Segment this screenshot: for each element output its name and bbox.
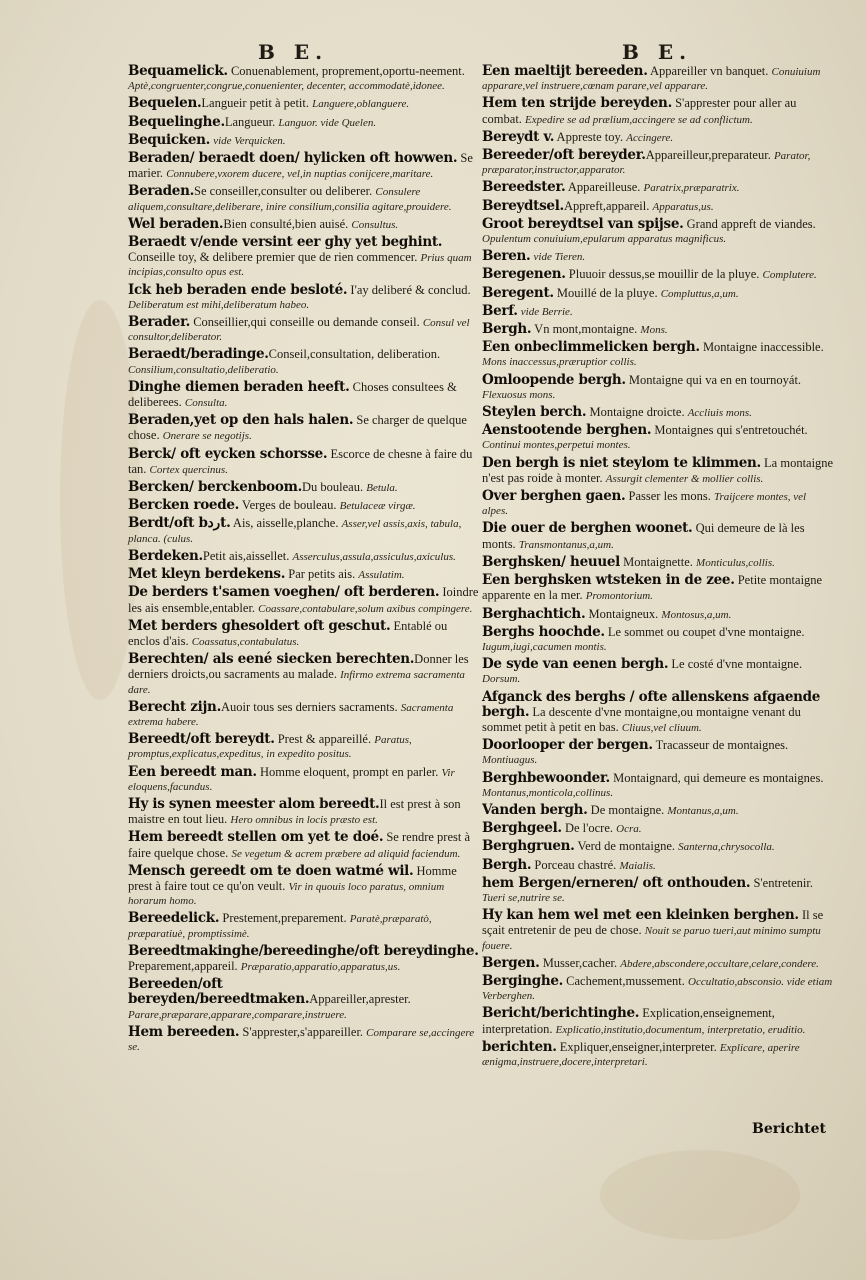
entry-latin: Asserculus,assula,assiculus,axiculus. [292,550,456,563]
entry-headword: Den bergh is niet steylom te klimmen. [482,454,761,471]
entry-latin: Maialis. [619,859,656,872]
entry-latin: Coassatus,contabulatus. [191,635,300,648]
dictionary-entry [128,619,480,649]
entry-headword: Beraden,yet op den hals halen. [128,412,354,429]
entry-french: Se marier. [128,151,473,181]
entry-latin: Consulere aliquem,consultare,deliberare, inire consilium,consilia agitare,prouidere. [128,186,452,213]
entry-latin: Aptè,congruenter,congrue,conuenienter, decenter, accommodatè,idonee. [128,80,445,93]
entry-headword: Bereydt v. [482,128,555,145]
dictionary-entry [128,732,480,761]
entry-french: Verges de bouleau. [239,498,340,513]
entry-french: Prest & appareillé. [274,732,375,747]
dictionary-entry [128,700,480,729]
entry-french: Grand appreft de viandes. [683,216,816,231]
dictionary-entry [128,1025,480,1054]
entry-french: Appareiller vn banquet. [647,64,772,78]
entry-headword: Over berghen gaen. [482,488,626,505]
entry-french: De montaigne. [587,802,668,817]
entry-headword: Hem ten strijde bereyden. [482,95,672,112]
entry-headword: Berghs hoochde. [482,623,605,640]
entry-headword: Bergh. [482,856,532,873]
entry-headword: Bereedster. [482,179,566,196]
entry-latin: Complutere. [762,269,817,282]
entry-headword: Groot bereydtsel van spijse. [482,215,684,232]
entry-latin: Mons inaccessus,præruptior collis. [482,356,637,369]
entry-french: Ais, aisselle,planche. [230,516,342,531]
entry-latin: Consul vel consultor,deliberator. [128,317,470,344]
dictionary-entry [482,249,834,264]
entry-latin: Montiuagus. [482,754,538,767]
entry-french: Escorce de chesne à faire du tan. [128,446,473,476]
dictionary-entry [482,456,834,486]
entry-french: Qui demeure de là les monts. [482,521,805,551]
entry-french: Conseillier,qui conseille ou demande conseil. [190,315,423,330]
entry-french: Appreste toy. [554,129,627,144]
entry-french: Preparement,appareil. [128,958,241,973]
entry-french: De l'ocre. [561,821,617,836]
entry-french: Appareilleur,preparateur. [645,148,774,163]
dictionary-entry [482,489,834,518]
dictionary-entry [128,235,480,280]
entry-headword: Bergh. [482,321,532,338]
entry-french: Le costé d'vne montaigne. [668,657,803,672]
dictionary-entry [482,217,834,246]
left-column [128,64,480,1057]
entry-latin: Explicatio,institutio,documentum, interpretatio, eruditio. [555,1023,806,1036]
entry-french: Donner les derniers droicts,ou sacraments au malade. [128,652,469,682]
entry-french: La montaigne n'est pas roide à monter. [482,455,834,485]
dictionary-entry [482,839,834,854]
entry-latin: Vir in quouis loco paratus, omnium horarum homo. [128,880,445,908]
dictionary-entry [482,625,834,654]
entry-latin: Se vegetum & acrem præbere ad aliquid faciendum. [231,847,461,860]
dictionary-entry [482,657,834,686]
entry-latin: Promontorium. [585,590,653,603]
dictionary-entry [482,180,834,195]
entry-latin: Expedire se ad prælium,accingere se ad conflictum. [525,113,753,126]
entry-latin: Conuiuium apparare,vel instruere,cœnam parare,vel apparare. [482,66,821,93]
dictionary-entry [128,133,480,148]
dictionary-entry [128,151,480,181]
entry-french: Tracasseur de montaignes. [652,738,789,753]
dictionary-entry [128,347,480,376]
dictionary-entry [482,199,834,214]
entry-headword: Doorlooper der bergen. [482,737,653,754]
entry-latin: Flexuosus mons. [482,388,556,401]
entry-headword: Bercken roede. [128,497,240,514]
dictionary-entry [128,567,480,582]
entry-latin: Monticulus,collis. [696,556,775,569]
entry-french: Homme eloquent, prompt en parler. [256,764,442,779]
entry-headword: Een berghsken wtsteken in de zee. [482,572,735,589]
entry-latin: Paratrix,præparatrix. [643,182,740,195]
entry-headword: Hy is synen meester alom bereedt. [128,795,380,812]
entry-headword: Bereydtsel. [482,197,564,214]
entry-headword: Berader. [128,314,191,331]
entry-headword: Mensch gereedt om te doen watmé wil. [128,862,414,879]
entry-headword: Bereeder/oft bereyder. [482,147,646,164]
entry-headword: hem Bergen/erneren/ oft onthouden. [482,874,751,891]
entry-headword: Hy kan hem wel met een kleinken berghen. [482,907,799,924]
entry-latin: Transmontanus,a,um. [518,538,614,551]
entry-latin: Montosus,a,um. [661,608,732,621]
entry-french: Conseille toy, & delibere premier que de rien commencer. [128,250,421,265]
dictionary-entry [482,148,834,177]
entry-headword: Berghgeel. [482,820,562,837]
dictionary-entry [482,423,834,452]
entry-latin: Parare,præparare,apparare,comparare,instruere. [128,1008,347,1021]
entry-headword: Beren. [482,248,531,265]
entry-headword: Bereeden/oft bereyden/bereedtmaken. [128,976,310,1008]
entry-latin: Assulatim. [358,569,405,582]
entry-latin: Onerare se negotijs. [162,430,252,443]
entry-headword: Berghachtich. [482,605,586,622]
dictionary-entry [482,304,834,319]
entry-latin: Cliuus,vel cliuum. [621,721,702,734]
right-column [482,64,834,1072]
dictionary-entry [128,498,480,513]
entry-headword: Berecht zijn. [128,698,221,715]
entry-headword: Afganck des berghs / ofte allenskens afgaende bergh. [482,688,821,720]
dictionary-entry [128,283,480,312]
entry-french: Cachement,mussement. [563,973,689,988]
entry-headword: Met berders ghesoldert oft geschut. [128,617,391,634]
entry-latin: vide Tieren. [533,251,586,264]
entry-french: Conseil,consultation, deliberation. [268,347,441,362]
entry-headword: Berck/ oft eycken schorsse. [128,445,328,462]
dictionary-entry [482,555,834,570]
entry-french: Montaigne droicte. [586,405,688,420]
dictionary-entry [482,803,834,818]
entry-french: Il est prest à son maistre en tout lieu. [128,796,461,827]
dictionary-entry [128,652,480,697]
entry-latin: Parator, præparator,instructor,apparator. [482,150,811,177]
entry-latin: Infirmo extrema sacramenta dare. [128,669,465,696]
entry-french: Auoir tous ses derniers sacraments. [220,699,401,714]
right-column-header: B E. [622,40,693,64]
entry-latin: Mons. [640,324,668,337]
entry-latin: Opulentum conuiuium,epularum apparatus magnificus. [482,233,727,246]
entry-french: Explication,enseignement, interpretation. [482,1006,775,1036]
entry-headword: Bereedtmakinghe/bereedinghe/oft bereydinghe. [128,942,479,959]
entry-french: Mouillé de la pluye. [553,285,661,300]
dictionary-entry [482,286,834,301]
entry-latin: Connubere,vxorem ducere, vel,in nuptias conijcere,maritare. [166,168,434,181]
dictionary-entry [482,340,834,369]
entry-french: Prestement,preparement. [219,911,350,926]
entry-headword: Hem bereeden. [128,1023,240,1040]
dictionary-entry [128,64,480,93]
entry-latin: Præparatio,apparatio,apparatus,us. [240,960,401,973]
entry-french: Entablé ou enclos d'ais. [128,618,448,648]
dictionary-entry [128,944,480,974]
entry-headword: Berghbewoonder. [482,769,610,786]
entry-headword: Berdeken. [128,547,203,564]
entry-french: Conuenablement, proprement,oportu-neement. [227,64,465,78]
entry-french: Par petits ais. [285,567,359,582]
entry-headword: Die ouer de berghen woonet. [482,520,693,537]
left-column-header: B E. [258,40,329,64]
dictionary-entry [482,908,834,953]
dictionary-entry [128,217,480,232]
entry-headword: Vanden bergh. [482,801,588,818]
entry-french: Ioindre les ais ensemble,entabler. [128,585,479,615]
dictionary-entry [482,738,834,767]
entry-french: Il se sçait entretenir de peu de chose. [482,908,824,938]
entry-headword: De syde van eenen bergh. [482,656,669,673]
entry-french: Vn mont,montaigne. [531,322,641,337]
dictionary-entry [128,516,480,545]
entry-latin: Dorsum. [482,673,521,686]
dictionary-entry [482,1006,834,1036]
entry-headword: Beraden/ beraedt doen/ hylicken oft howwen. [128,150,458,167]
entry-french: Montaignette. [620,554,697,569]
catchword: Berichtet [752,1121,826,1137]
dictionary-entry [482,130,834,145]
entry-latin: vide Verquicken. [213,134,286,147]
entry-latin: Santerna,chrysocolla. [678,841,775,854]
dictionary-entry [482,821,834,836]
entry-headword: Berf. [482,302,518,319]
entry-headword: Een maeltijt bereeden. [482,63,648,79]
dictionary-entry [482,690,834,736]
paper-stain [600,1150,800,1240]
dictionary-entry [128,830,480,860]
entry-latin: Montanus,a,um. [667,804,739,817]
entry-french: Petit ais,aissellet. [202,548,293,563]
entry-french: S'apprester,s'appareiller. [239,1024,367,1039]
entry-latin: Abdere,abscondere,occultare,celare,condere. [620,957,819,970]
entry-headword: Bereedelick. [128,910,220,927]
entry-latin: Ocra. [616,823,642,836]
entry-latin: Sacramenta extrema habere. [128,701,454,728]
dictionary-entry [128,184,480,213]
entry-latin: Cortex quercinus. [149,463,228,476]
entry-latin: Asser,vel assis,axis, tabula, planca. (culus. [128,518,462,545]
entry-headword: Berginghe. [482,972,564,989]
dictionary-entry [128,96,480,111]
entry-french: Bien consulté,bien auisé. [223,216,352,231]
dictionary-entry [128,765,480,794]
entry-headword: Aenstootende berghen. [482,422,652,439]
entry-headword: Bericht/berichtinghe. [482,1005,640,1022]
entry-headword: Berechten/ als eené siecken berechten. [128,651,415,668]
entry-latin: Traijcere montes, vel alpes. [482,491,807,518]
entry-french: Appareiller,aprester. [309,992,411,1007]
entry-headword: Bequelen. [128,95,202,112]
entry-headword: Berghgruen. [482,838,575,855]
entry-french: Langueir petit à petit. [201,96,313,111]
dictionary-entry [128,797,480,827]
entry-headword: Bercken/ berckenboom. [128,479,302,496]
dictionary-entry [128,480,480,495]
entry-latin: Betula. [366,482,398,495]
dictionary-entry [482,974,834,1003]
entry-headword: Omloopende bergh. [482,371,626,388]
entry-headword: Steylen berch. [482,404,587,421]
entry-headword: Wel beraden. [128,215,224,232]
dictionary-entry [482,876,834,905]
dictionary-entry [128,977,480,1022]
entry-headword: Een onbeclimmelicken bergh. [482,339,700,356]
entry-latin: Compluttus,a,um. [660,287,739,300]
entry-headword: Bequicken. [128,131,211,148]
entry-latin: Montanus,monticola,collinus. [482,786,614,799]
entry-french: Choses consultees & deliberees. [128,379,457,410]
entry-latin: Languor. vide Quelen. [278,116,377,129]
entry-headword: Bequelinghe. [128,113,225,130]
dictionary-entry [482,322,834,337]
entry-french: Homme prest à faire tout ce qu'on veult. [128,863,457,893]
entry-headword: Met kleyn berdekens. [128,566,286,583]
entry-french: S'apprester pour aller au combat. [482,96,797,126]
entry-latin: Languere,oblanguere. [312,98,410,111]
dictionary-entry [482,1040,834,1069]
entry-french: Montaigne inaccessible. [699,340,824,355]
entry-latin: vide Berrie. [520,305,573,318]
dictionary-entry [128,315,480,344]
entry-french: Porceau chastré. [531,857,620,872]
entry-french: Se charger de quelque chose. [128,413,467,443]
dictionary-entry [128,447,480,477]
entry-latin: Iugum,iugi,cacumen montis. [482,640,607,653]
entry-headword: Bereedt/oft bereydt. [128,731,275,748]
entry-headword: Beraedt v/ende versint eer ghy yet beghint. [128,234,443,251]
entry-french: Verd de montaigne. [574,839,679,854]
entry-headword: Bergen. [482,954,540,971]
entry-french: Musser,cacher. [539,955,621,970]
dictionary-entry [482,573,834,603]
dictionary-entry [482,521,834,551]
dictionary-entry [128,585,480,615]
entry-headword: Een bereedt man. [128,763,257,780]
dictionary-entry [128,115,480,130]
entry-latin: Betulaceæ virgæ. [339,500,416,513]
entry-french: Expliquer,enseigner,interpreter. [556,1039,720,1054]
entry-latin: Occultatio,absconsio. vide etiam Verberghen. [482,975,833,1003]
entry-headword: Beregent. [482,284,554,301]
entry-latin: Accingere. [626,131,674,144]
entry-latin: Paratus, promptus,explicatus,expeditus, in expedito positus. [128,734,412,761]
entry-headword: Beregenen. [482,266,566,283]
dictionary-entry [482,858,834,873]
entry-headword: berichten. [482,1038,557,1055]
entry-latin: Prius quam incipias,consulto opus est. [128,252,472,279]
entry-headword: Ick heb beraden ende besloté. [128,281,348,298]
entry-headword: Bequamelick. [128,63,228,79]
dictionary-entry [482,267,834,282]
dictionary-entry [482,64,834,93]
entry-latin: Paratè,præparatò, præparatiuè, promptissimè. [128,913,432,940]
entry-latin: Hero omnibus in locis præsto est. [230,814,378,827]
entry-latin: Vir eloquens,facundus. [128,766,455,793]
entry-headword: Hem bereedt stellen om yet te doé. [128,829,384,846]
dictionary-entry [128,549,480,564]
entry-latin: Deliberatum est mihi,deliberatum habeo. [128,298,310,311]
entry-french: Appareilleuse. [565,180,644,195]
entry-french: Montaignes qui s'entretouchét. [651,423,808,438]
entry-french: Pluuoir dessus,se mouillir de la pluye. [565,267,763,282]
dictionary-entry [128,911,480,940]
entry-latin: Consultus. [351,218,399,231]
entry-latin: Apparatus,us. [652,200,714,213]
entry-latin: Assurgit clementer & mollier collis. [605,472,764,485]
entry-latin: Comparare se,accingere se. [128,1026,475,1053]
dictionary-entry [482,373,834,402]
entry-latin: Tueri se,nutrire se. [482,891,565,904]
dictionary-entry [128,413,480,443]
entry-french: Se conseiller,consulter ou deliberer. [194,184,376,199]
entry-french: Petite montaigne apparente en la mer. [482,573,823,603]
dictionary-entry [482,405,834,420]
entry-latin: Coassare,contabulare,solum axibus compingere. [258,602,473,615]
entry-french: Appreft,appareil. [563,198,653,213]
entry-french: Passer les mons. [625,489,714,504]
dictionary-entry [128,380,480,410]
entry-headword: Dinghe diemen beraden heeft. [128,378,350,395]
entry-headword: De berders t'samen voeghen/ oft berderen. [128,584,440,601]
entry-french: Langueur. [224,114,279,129]
dictionary-entry [482,607,834,622]
entry-french: La descente d'vne montaigne,ou montaigne venant du sommet petit à petit en bas. [482,704,801,734]
entry-headword: Berdt/oft bردt. [128,515,231,532]
entry-latin: Continui montes,perpetui montes. [482,439,631,452]
entry-latin: Explicare, aperire ænigma,instruere,docere,interpretari. [482,1041,800,1068]
entry-headword: Beraedt/beradinge. [128,346,269,363]
dictionary-entry [128,864,480,909]
dictionary-entry [482,96,834,126]
entry-latin: Accliuis mons. [687,407,752,420]
entry-french: I'ay deliberé & conclud. [347,282,471,297]
entry-french: Montaignard, qui demeure es montaignes. [609,770,824,785]
entry-french: Du bouleau. [301,480,367,495]
entry-french: Montaigne qui va en en tournoyát. [625,372,802,387]
entry-french: Montaigneux. [585,606,662,621]
dictionary-entry [482,956,834,971]
entry-latin: Consulta. [184,397,228,410]
entry-french: Se rendre prest à faire quelque chose. [128,830,471,860]
entry-headword: Beraden. [128,183,195,200]
entry-french: Le sommet ou coupet d'vne montaigne. [604,624,805,639]
entry-headword: Berghsken/ heuuel [482,553,621,570]
entry-latin: Nouit se paruo tueri,aut minimo sumptu fouere. [482,925,821,952]
dictionary-entry [482,771,834,800]
entry-latin: Consilium,consultatio,deliberatio. [128,363,279,376]
entry-french: S'entretenir. [750,875,813,890]
